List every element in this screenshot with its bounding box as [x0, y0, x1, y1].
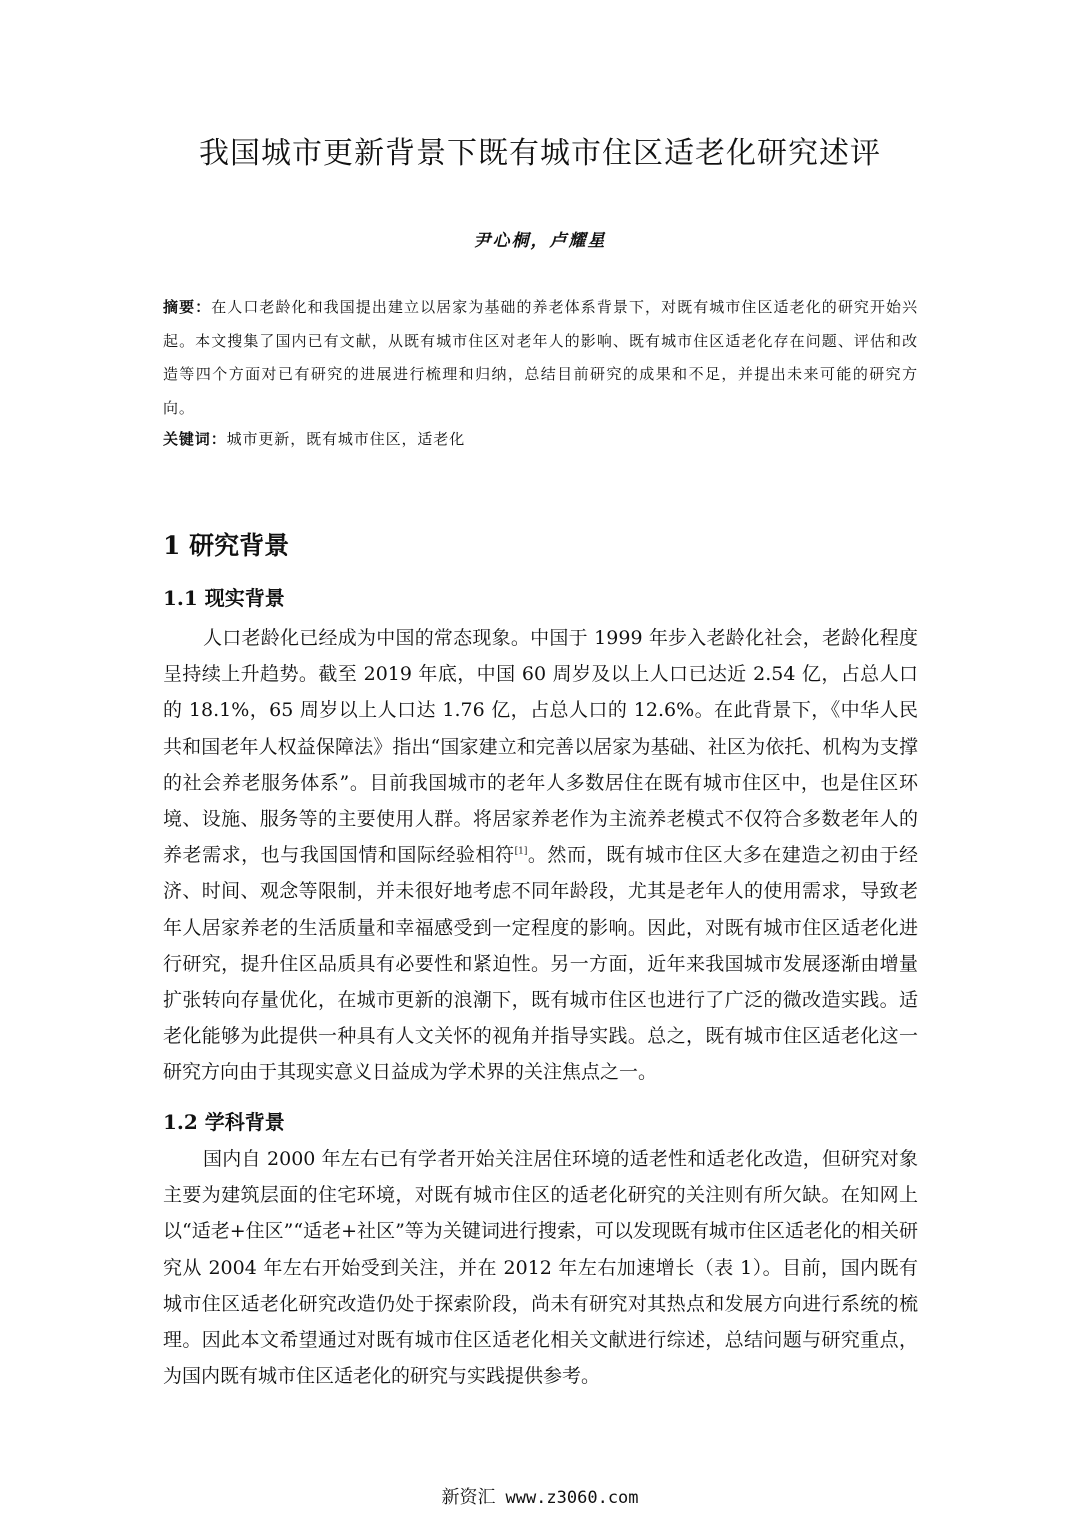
authors: 尹心桐，卢耀星 [473, 231, 607, 251]
subsection-heading-1-2: 1.2 学科背景 [163, 1110, 285, 1134]
paper-title: 我国城市更新背景下既有城市住区适老化研究述评 [199, 136, 881, 171]
footer-url[interactable]: www.z3060.com [505, 1488, 639, 1508]
citation-ref[interactable]: [1] [514, 846, 528, 857]
footer [0, 1483, 1080, 1509]
subsection-heading-1-1: 1.1 现实背景 [163, 586, 285, 610]
abstract-text: 在人口老龄化和我国提出建立以居家为基础的养老体系背景下，对既有城市住区适老化的研究开始兴起。本文搜集了国内已有文献，从既有城市住区对老年人的影响、既有城市住区适老化存在问题、评估和改造等四个方面对已有研究的进展进行梳理和归纳，总结目前研究的成果和不足，并提出未来可能的研究方向。 [163, 298, 918, 417]
keywords-label: 关键词： [163, 430, 227, 448]
paragraph-real-background [163, 620, 918, 1091]
keywords-text: 城市更新，既有城市住区，适老化 [226, 430, 466, 448]
footer-site-name: 新资汇 [441, 1487, 496, 1508]
paragraph-discipline-background: 国内自 2000 年左右已有学者开始关注居住环境的适老性和适老化改造，但研究对象主要为建筑层面的住宅环境，对既有城市住区的适老化研究的关注则有所欠缺。在知网上以“适老+住区”“适老+社区”等为关键词进行搜索，可以发现既有城市住区适老化的相关研究从 2004 年左右开始受到关注，并在 2012 年左右加速增长（表 1）。目前，国内既有城市住区适老化研究改造仍处于探索阶段，尚未有研究对其热点和发展方向进行系统的梳理。因此本文希望通过对既有城市住区适老化相关文献进行综述，总结问题与研究重点，为国内既有城市住区适老化的研究与实践提供参考。 [163, 1148, 918, 1388]
section-heading-1: 1 研究背景 [163, 531, 290, 560]
abstract-label: 摘要： [163, 298, 212, 316]
abstract [163, 291, 918, 425]
keywords [163, 423, 918, 457]
paragraph-text-part-a: 人口老龄化已经成为中国的常态现象。中国于 1999 年步入老龄化社会，老龄化程度呈持续上升趋势。截至 2019 年底，中国 60 周岁及以上人口已达近 2.54 亿，占总人口的 18.1%，65 周岁以上人口达 1.76 亿，占总人口的 12.6%。在此背景下，《中华人民共和国老年人权益保障法》指出“国家建立和完善以居家为基础、社区为依托、机构为支撑的社会养老服务体系”。目前我国城市的老年人多数居住在既有城市住区中，也是住区环境、设施、服务等的主要使用人群。将居家养老作为主流养老模式不仅符合多数老年人的养老需求，也与我国国情和国际经验相符 [163, 627, 918, 867]
paragraph-text-part-b: 。然而，既有城市住区大多在建造之初由于经济、时间、观念等限制，并未很好地考虑不同年龄段，尤其是老年人的使用需求，导致老年人居家养老的生活质量和幸福感受到一定程度的影响。因此，对既有城市住区适老化进行研究，提升住区品质具有必要性和紧迫性。另一方面，近年来我国城市发展逐渐由增量扩张转向存量优化，在城市更新的浪潮下，既有城市住区也进行了广泛的微改造实践。适老化能够为此提供一种具有人文关怀的视角并指导实践。总之，既有城市住区适老化这一研究方向由于其现实意义日益成为学术界的关注焦点之一。 [163, 844, 918, 1084]
